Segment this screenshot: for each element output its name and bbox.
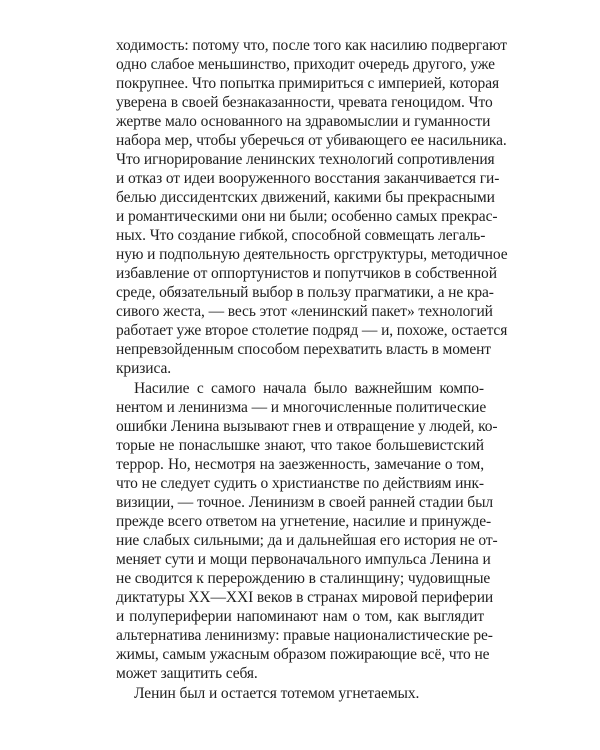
text-line: ошибки Ленина вызывают гнев и отвращение у людей, ко-	[116, 418, 498, 435]
text-line: белью диссидентских движений, какими бы прекрасными	[116, 189, 495, 206]
text-line: и романтическими они ни были; особенно самых прекрас-	[116, 208, 498, 225]
text-line: ную и подпольную деятельность оргструктуры, методичное	[116, 246, 508, 263]
text-line: альтернатива ленинизму: правые националистические ре-	[116, 627, 493, 644]
text-line: ходимость: потому что, после того как насилию подвергают	[116, 37, 507, 54]
text-line: визиции, — точное. Ленинизм в своей ранней стадии был	[116, 494, 494, 511]
text-line: кризиса.	[116, 360, 172, 377]
text-line: избавление от оппортунистов и попутчиков в собственной	[116, 265, 497, 282]
text-line: одно слабое меньшинство, приходит очередь другого, уже	[116, 56, 495, 73]
text-line: террор. Но, несмотря на заезженность, замечание о том,	[116, 456, 484, 473]
text-line: непревзойденным способом перехватить власть в момент	[116, 341, 491, 358]
text-line: и отказ от идеи вооруженного восстания заканчивается ги-	[116, 170, 500, 187]
text-line: торые не понаслышке знают, что такое большевистский	[116, 437, 484, 454]
text-line: среде, обязательный выбор в пользу прагматики, а не кра-	[116, 284, 494, 301]
text-line: меняет сути и мощи первоначального импульса Ленина и	[116, 551, 491, 568]
text-line: нентом и ленинизма — и многочисленные политические	[116, 399, 487, 416]
text-line: набора мер, чтобы уберечься от убивающего ее насильника.	[116, 132, 507, 149]
text-line: работает уже второе столетие подряд — и, похоже, остается	[116, 322, 508, 339]
text-line: ние слабых сильными; да и дальнейшая его история не от-	[116, 532, 498, 549]
text-line: не сводится к перерождению в сталинщину; чудовищные	[116, 570, 491, 587]
text-line: Насилие с самого начала было важнейшим компо-	[134, 380, 484, 397]
text-line: уверена в своей безнаказанности, чревата геноцидом. Что	[116, 94, 493, 111]
text-line: Что игнорирование ленинских технологий сопротивления	[116, 151, 495, 168]
text-line: Ленин был и остается тотемом угнетаемых.	[134, 685, 420, 702]
text-line: и полупериферии напоминают нам о том, как выглядит	[116, 608, 484, 625]
text-line: жертве мало основанного на здравомыслии и гуманности	[116, 113, 491, 130]
text-line: покрупнее. Что попытка примириться с империей, которая	[116, 75, 500, 92]
text-line: что не следует судить о христианстве по действиям инк-	[116, 475, 484, 492]
text-line: диктатуры XX—XXI веков в странах мировой периферии	[116, 589, 494, 606]
text-line: прежде всего ответом на угнетение, насилие и принужде-	[116, 513, 492, 530]
text-line: сивого жеста, — весь этот «ленинский пакет» технологий	[116, 303, 493, 320]
text-line: ных. Что создание гибкой, способной совмещать легаль-	[116, 227, 486, 244]
text-line: может защитить себя.	[116, 665, 258, 682]
text-line: жимы, самым ужасным образом пожирающие всё, что не	[116, 646, 490, 663]
